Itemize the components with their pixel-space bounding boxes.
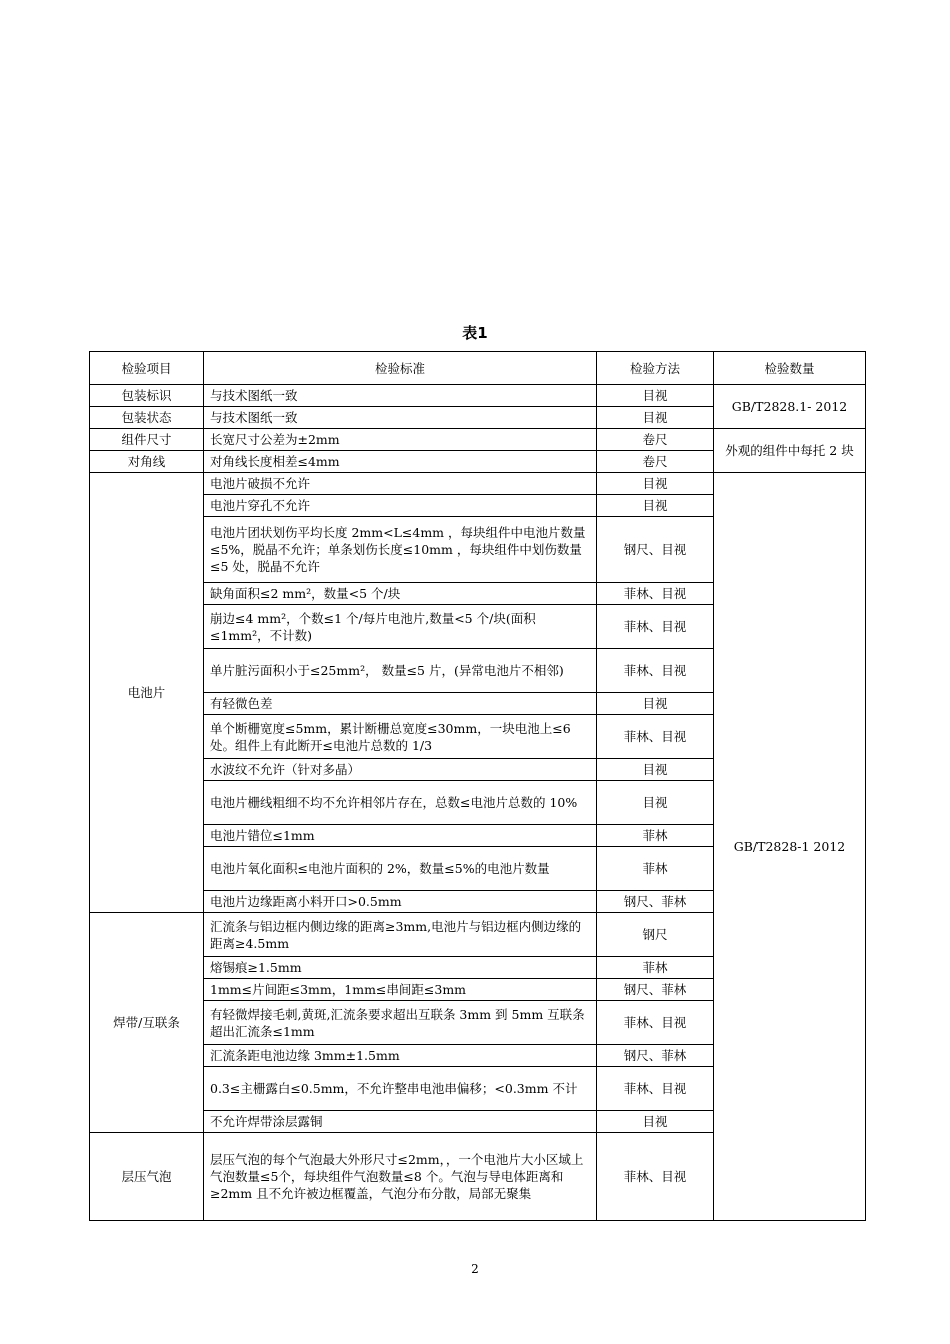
standard-cell: 层压气泡的每个气泡最大外形尺寸≤2mm，，一个电池片大小区域上气泡数量≤5个，每块组件气泡数量≤8 个。气泡与导电体距离和≥2mm 且不允许被边框覆盖，气泡分布分散，局部无聚集 xyxy=(204,1133,597,1221)
method-cell: 菲林 xyxy=(597,825,714,847)
inspection-table xyxy=(89,351,866,1221)
standard-cell: 对角线长度相差≤4mm xyxy=(204,451,597,473)
method-cell: 菲林、目视 xyxy=(597,1001,714,1045)
method-cell: 钢尺 xyxy=(597,913,714,957)
method-cell: 钢尺、菲林 xyxy=(597,1045,714,1067)
standard-cell: 与技术图纸一致 xyxy=(204,385,597,407)
standard-cell: 电池片边缘距离小料开口>0.5mm xyxy=(204,891,597,913)
standard-cell: 电池片穿孔不允许 xyxy=(204,495,597,517)
standard-cell: 单片脏污面积小于≤25mm²， 数量≤5 片，(异常电池片不相邻) xyxy=(204,649,597,693)
standard-cell: 汇流条距电池边缘 3mm±1.5mm xyxy=(204,1045,597,1067)
standard-cell: 电池片氧化面积≤电池片面积的 2%，数量≤5%的电池片数量 xyxy=(204,847,597,891)
standard-cell: 熔锡痕≥1.5mm xyxy=(204,957,597,979)
method-cell: 菲林、目视 xyxy=(597,583,714,605)
method-cell: 菲林、目视 xyxy=(597,1133,714,1221)
quantity-cell: GB/T2828.1- 2012 xyxy=(714,385,866,429)
group-cell-ribbon: 焊带/互联条 xyxy=(90,913,204,1133)
method-cell: 目视 xyxy=(597,407,714,429)
group-cell-battery: 电池片 xyxy=(90,473,204,913)
standard-cell: 崩边≤4 mm²，个数≤1 个/每片电池片,数量<5 个/块(面积≤1mm²，不计数) xyxy=(204,605,597,649)
standard-cell: 电池片团状划伤平均长度 2mm<L≤4mm ，每块组件中电池片数量≤5%，脱晶不允许；单条划伤长度≤10mm ，每块组件中划伤数量≤5 处，脱晶不允许 xyxy=(204,517,597,583)
standard-cell: 汇流条与铝边框内侧边缘的距离≥3mm,电池片与铝边框内侧边缘的距离≥4.5mm xyxy=(204,913,597,957)
standard-cell: 长宽尺寸公差为±2mm xyxy=(204,429,597,451)
method-cell: 菲林 xyxy=(597,847,714,891)
quantity-cell: 外观的组件中每托 2 块 xyxy=(714,429,866,473)
header-row xyxy=(90,352,866,385)
method-cell: 钢尺、目视 xyxy=(597,517,714,583)
standard-cell: 1mm≤片间距≤3mm，1mm≤串间距≤3mm xyxy=(204,979,597,1001)
header-item: 检验项目 xyxy=(90,352,204,385)
method-cell: 目视 xyxy=(597,495,714,517)
table-row xyxy=(90,385,866,407)
method-cell: 菲林、目视 xyxy=(597,605,714,649)
table-row xyxy=(90,473,866,495)
standard-cell: 有轻微焊接毛刺,黄斑,汇流条要求超出互联条 3mm 到 5mm 互联条超出汇流条≤1mm xyxy=(204,1001,597,1045)
method-cell: 目视 xyxy=(597,473,714,495)
method-cell: 目视 xyxy=(597,693,714,715)
method-cell: 目视 xyxy=(597,759,714,781)
header-quantity: 检验数量 xyxy=(714,352,866,385)
table-title: 表1 xyxy=(462,324,488,342)
standard-cell: 与技术图纸一致 xyxy=(204,407,597,429)
page-number: 2 xyxy=(471,1262,479,1276)
method-cell: 菲林、目视 xyxy=(597,715,714,759)
standard-cell: 有轻微色差 xyxy=(204,693,597,715)
standard-cell: 电池片栅线粗细不均不允许相邻片存在，总数≤电池片总数的 10% xyxy=(204,781,597,825)
standard-cell: 水波纹不允许（针对多晶） xyxy=(204,759,597,781)
standard-cell: 电池片破损不允许 xyxy=(204,473,597,495)
method-cell: 目视 xyxy=(597,1111,714,1133)
method-cell: 菲林、目视 xyxy=(597,1067,714,1111)
quantity-cell: GB/T2828-1 2012 xyxy=(714,473,866,1221)
item-cell: 包装状态 xyxy=(90,407,204,429)
header-standard: 检验标准 xyxy=(204,352,597,385)
item-cell: 包装标识 xyxy=(90,385,204,407)
item-cell: 组件尺寸 xyxy=(90,429,204,451)
group-cell-bubble: 层压气泡 xyxy=(90,1133,204,1221)
method-cell: 钢尺、菲林 xyxy=(597,979,714,1001)
standard-cell: 缺角面积≤2 mm²，数量<5 个/块 xyxy=(204,583,597,605)
table-row xyxy=(90,429,866,451)
standard-cell: 单个断栅宽度≤5mm，累计断栅总宽度≤30mm，一块电池上≤6 处。组件上有此断开≤电池片总数的 1/3 xyxy=(204,715,597,759)
method-cell: 钢尺、菲林 xyxy=(597,891,714,913)
standard-cell: 0.3≤主栅露白≤0.5mm，不允许整串电池串偏移；<0.3mm 不计 xyxy=(204,1067,597,1111)
header-method: 检验方法 xyxy=(597,352,714,385)
method-cell: 目视 xyxy=(597,781,714,825)
standard-cell: 电池片错位≤1mm xyxy=(204,825,597,847)
method-cell: 卷尺 xyxy=(597,451,714,473)
item-cell: 对角线 xyxy=(90,451,204,473)
method-cell: 卷尺 xyxy=(597,429,714,451)
method-cell: 菲林 xyxy=(597,957,714,979)
method-cell: 目视 xyxy=(597,385,714,407)
standard-cell: 不允许焊带涂层露铜 xyxy=(204,1111,597,1133)
method-cell: 菲林、目视 xyxy=(597,649,714,693)
